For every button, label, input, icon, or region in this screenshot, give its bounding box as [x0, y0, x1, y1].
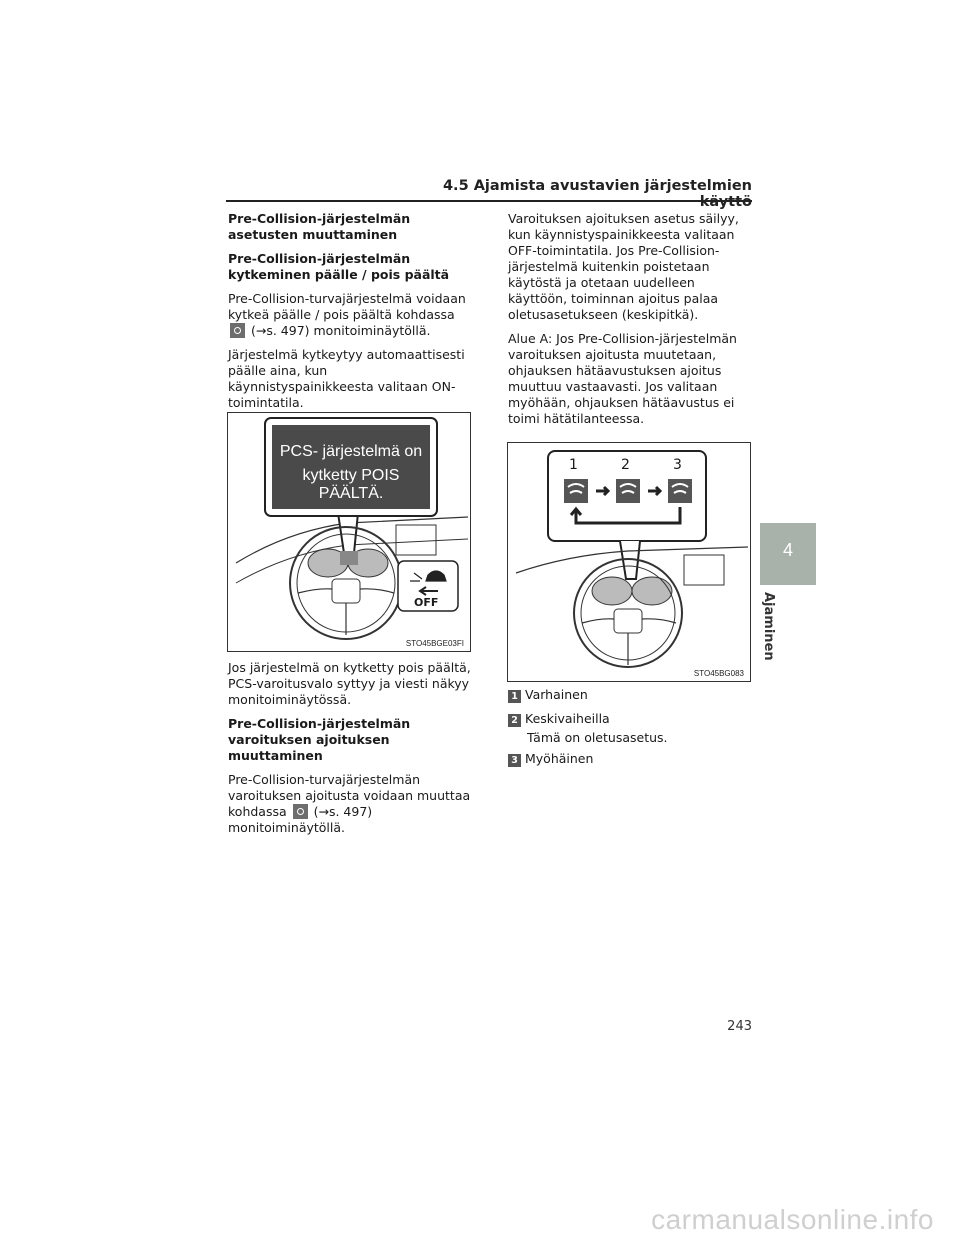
- paragraph-on-off-ref: (→s. 497) monitoiminäytöllä.: [250, 323, 431, 338]
- item-number: 2: [508, 714, 521, 727]
- settings-icon: [293, 804, 308, 819]
- screen-line-2: kytketty POIS PÄÄLTÄ.: [302, 467, 400, 502]
- list-item-early: [508, 687, 588, 703]
- settings-icon: [230, 323, 245, 338]
- figure-timing: [507, 442, 751, 682]
- list-item-medium-note: Tämä on oletusasetus.: [527, 730, 668, 745]
- right-column: [508, 211, 752, 435]
- step-number-2: 2: [621, 457, 630, 473]
- section-header: 4.5 Ajamista avustavien järjestelmien käyttö: [442, 178, 752, 210]
- timing-illustration: [508, 443, 750, 681]
- figure-pcs-off: [227, 412, 471, 652]
- list-item-medium: [508, 711, 610, 727]
- screen-line-1: PCS- järjestelmä on: [279, 443, 423, 460]
- header-rule: [226, 200, 752, 202]
- step-number-1: 1: [569, 457, 578, 473]
- paragraph-timing-text: Pre-Collision-turvajärjestelmän varoituksen ajoitusta voidaan muuttaa kohdassa: [228, 772, 471, 819]
- chapter-label-text: Ajaminen: [761, 592, 776, 661]
- item-number: 1: [508, 690, 521, 703]
- item-label: Myöhäinen: [525, 751, 594, 766]
- figure-code: STO45BG083: [693, 669, 744, 678]
- heading-timing: Pre-Collision-järjestelmän varoituksen ajoituksen muuttaminen: [228, 716, 411, 763]
- paragraph-timing-ref: (→s. 497) monitoiminäytöllä.: [228, 804, 373, 835]
- display-screen: [272, 425, 430, 509]
- paragraph-off-warning: Jos järjestelmä on kytketty pois päältä, PCS-varoitusvalo syttyy ja viesti näkyy monitoiminäytössä.: [228, 660, 471, 707]
- message-callout: [264, 417, 438, 517]
- paragraph-timing: [228, 772, 472, 836]
- paragraph-timing-persist: Varoituksen ajoituksen asetus säilyy, kun käynnistyspainikkeesta valitaan OFF-toimintatila. Jos Pre-Collision-järjestelmä kuitenkin poistetaan käytöstä ja otetaan uudelleen käyttöön, toiminnan ajoitus palaa oletusasetukseen (keskipitkä).: [508, 211, 739, 322]
- paragraph-on-off: [228, 291, 472, 339]
- left-column: [228, 211, 472, 419]
- list-item-late: [508, 751, 593, 767]
- figure-code: STO45BGE03FI: [405, 639, 464, 648]
- paragraph-on-off-text: Pre-Collision-turvajärjestelmä voidaan kytkeä päälle / pois päältä kohdassa: [228, 291, 466, 322]
- watermark: carmanualsonline.info: [651, 1204, 934, 1235]
- paragraph-auto-on: Järjestelmä kytkeytyy automaattisesti päälle aina, kun käynnistyspainikkeesta valitaan ON-toimintatila.: [228, 347, 465, 410]
- heading-settings: Pre-Collision-järjestelmän asetusten muuttaminen: [228, 211, 411, 242]
- left-column-lower: [228, 660, 472, 844]
- heading-on-off: Pre-Collision-järjestelmän kytkeminen päälle / pois päältä: [228, 251, 450, 282]
- item-number: 3: [508, 754, 521, 767]
- chapter-number: 4: [782, 540, 793, 560]
- paragraph-area-a: Alue A: Jos Pre-Collision-järjestelmän varoituksen ajoitusta muutetaan, ohjauksen hätäavustuksen ajoitus muuttuu vastaavasti. Jos valitaan myöhään, ohjauksen hätäavustus ei toimi hätätilanteessa.: [508, 331, 737, 426]
- chapter-label: [762, 592, 782, 672]
- off-label: OFF: [414, 596, 439, 609]
- item-label: Varhainen: [525, 687, 588, 702]
- page-number: 243: [727, 1019, 752, 1034]
- item-label: Keskivaiheilla: [525, 711, 610, 726]
- step-number-3: 3: [673, 457, 682, 473]
